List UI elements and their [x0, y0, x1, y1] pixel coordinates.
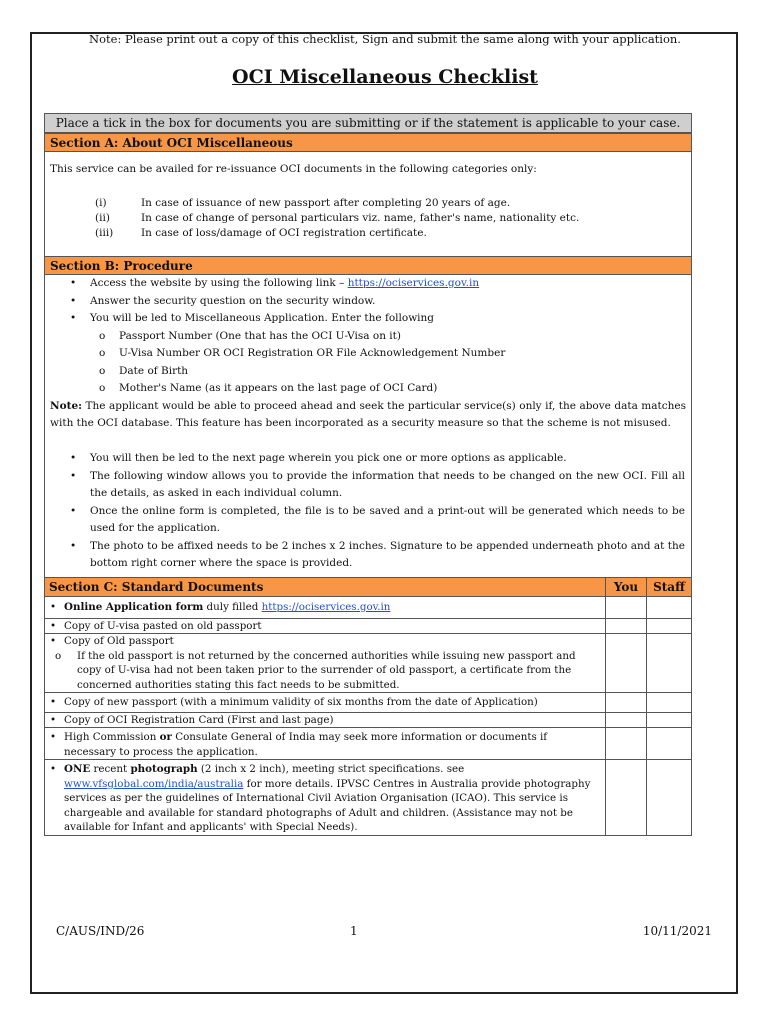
- list-item: • You will be led to Miscellaneous Application. Enter the following: [73, 310, 685, 328]
- oci-services-link[interactable]: https://ociservices.gov.in: [261, 601, 391, 613]
- column-you: You: [606, 578, 647, 597]
- sub-list-item: o Passport Number (One that has the OCI U-Visa on it): [101, 328, 401, 346]
- bullet-icon: •: [70, 539, 77, 552]
- staff-checkbox[interactable]: [647, 597, 692, 619]
- list-item: • You will then be led to the next page wherein you pick one or more options as applicable.: [73, 450, 685, 468]
- staff-checkbox[interactable]: [647, 760, 692, 836]
- bullet-icon: •: [50, 731, 57, 743]
- sub-list-item: o Date of Birth: [101, 363, 188, 381]
- bullet-icon: •: [70, 469, 77, 482]
- staff-checkbox[interactable]: [647, 712, 692, 728]
- section-a-heading: Section A: About OCI Miscellaneous: [44, 133, 692, 152]
- category-item: (iii) In case of loss/damage of OCI registration certificate.: [95, 227, 427, 239]
- section-a-body: [44, 152, 692, 256]
- category-item: (ii) In case of change of personal particulars viz. name, father's name, nationality etc.: [95, 212, 580, 224]
- bullet-icon: •: [70, 294, 77, 307]
- oci-services-link[interactable]: https://ociservices.gov.in: [347, 277, 480, 289]
- circle-bullet-icon: o: [99, 347, 106, 359]
- category-item: (i) In case of issuance of new passport after completing 20 years of age.: [95, 197, 511, 209]
- table-row: • Copy of OCI Registration Card (First and last page): [45, 712, 692, 728]
- page-title: OCI Miscellaneous Checklist: [232, 66, 538, 88]
- bullet-icon: •: [50, 619, 57, 632]
- you-checkbox[interactable]: [606, 634, 647, 693]
- circle-bullet-icon: o: [55, 649, 62, 662]
- bullet-icon: •: [70, 277, 77, 289]
- bullet-icon: •: [70, 504, 77, 517]
- list-item: • The photo to be affixed needs to be 2 inches x 2 inches. Signature to be appended underneath photo and at the bottom right corner where the space is provided.: [70, 539, 685, 569]
- bullet-icon: •: [50, 696, 57, 708]
- bullet-icon: •: [70, 452, 77, 464]
- table-row: • Copy of U-visa pasted on old passport: [45, 618, 692, 634]
- you-checkbox[interactable]: [606, 618, 647, 634]
- bullet-icon: •: [50, 713, 57, 726]
- footer-form-code: C/AUS/IND/26: [56, 924, 145, 938]
- you-checkbox[interactable]: [606, 760, 647, 836]
- staff-checkbox[interactable]: [647, 634, 692, 693]
- section-b-heading: Section B: Procedure: [44, 256, 692, 275]
- list-item: • Access the website by using the following link – https://ociservices.gov.in: [73, 275, 685, 293]
- table-row: • High Commission or Consulate General of India may seek more information or documents if necessary to process the application.: [45, 728, 692, 760]
- circle-bullet-icon: o: [99, 382, 106, 394]
- sub-list-item: o Mother's Name (as it appears on the last page of OCI Card): [101, 380, 437, 398]
- table-row: • Copy of Old passport o If the old passport is not returned by the concerned authorities while issuing new passport and copy of U-visa had not been taken prior to the surrender of old passport, a certificate from the concerned authorities stating this fact needs to be submitted.: [45, 634, 692, 693]
- list-item: • Answer the security question on the security window.: [73, 293, 685, 311]
- list-item: • Once the online form is completed, the file is to be saved and a print-out will be generated which needs to be used for the application.: [70, 504, 685, 534]
- you-checkbox[interactable]: [606, 728, 647, 760]
- you-checkbox[interactable]: [606, 597, 647, 619]
- table-header-row: [45, 578, 692, 597]
- table-row: • Copy of new passport (with a minimum validity of six months from the date of Application): [45, 693, 692, 713]
- you-checkbox[interactable]: [606, 693, 647, 713]
- procedure-note: Note: The applicant would be able to proceed ahead and seek the particular service(s) only if, the above data matches with the OCI database. This feature has been incorporated as a security measure so that the scheme is not misused.: [50, 399, 686, 429]
- footer-date: 10/11/2021: [642, 924, 712, 938]
- circle-bullet-icon: o: [99, 329, 106, 342]
- section-a-intro: This service can be availed for re-issuance OCI documents in the following categories only:: [50, 163, 537, 175]
- staff-checkbox[interactable]: [647, 693, 692, 713]
- sub-list-item: o U-Visa Number OR OCI Registration OR File Acknowledgement Number: [101, 345, 505, 363]
- table-row: • ONE recent photograph (2 inch x 2 inch), meeting strict specifications. see www.vfsglobal.com/india/australia for more details. IPVSC Centres in Australia provide photography services as per the guidelines of International Civil Aviation Organisation (ICAO). This service is chargeable and available for standard photographs of Adult and children. (Assistance may not be available for Infant and applicants' with Special Needs).: [45, 760, 692, 836]
- bullet-icon: •: [70, 312, 77, 324]
- table-row: • Online Application form duly filled https://ociservices.gov.in: [45, 597, 692, 619]
- you-checkbox[interactable]: [606, 712, 647, 728]
- bullet-icon: •: [50, 763, 57, 775]
- staff-checkbox[interactable]: [647, 618, 692, 634]
- column-staff: Staff: [647, 578, 692, 597]
- list-item: • The following window allows you to provide the information that needs to be changed on the new OCI. Fill all the details, as asked in each individual column.: [70, 469, 685, 499]
- section-c-heading: Section C: Standard Documents: [45, 578, 606, 597]
- bullet-icon: •: [50, 601, 57, 613]
- footer-page-number: 1: [350, 924, 358, 938]
- staff-checkbox[interactable]: [647, 728, 692, 760]
- header-note: Note: Please print out a copy of this checklist, Sign and submit the same along with your application.: [89, 32, 681, 46]
- section-b-body: [44, 275, 692, 577]
- vfs-global-link[interactable]: www.vfsglobal.com/india/australia: [64, 777, 244, 790]
- bullet-icon: •: [50, 635, 57, 647]
- standard-documents-table: [44, 577, 692, 836]
- circle-bullet-icon: o: [99, 364, 106, 377]
- instruction-bar: Place a tick in the box for documents you are submitting or if the statement is applicable to your case.: [44, 113, 692, 133]
